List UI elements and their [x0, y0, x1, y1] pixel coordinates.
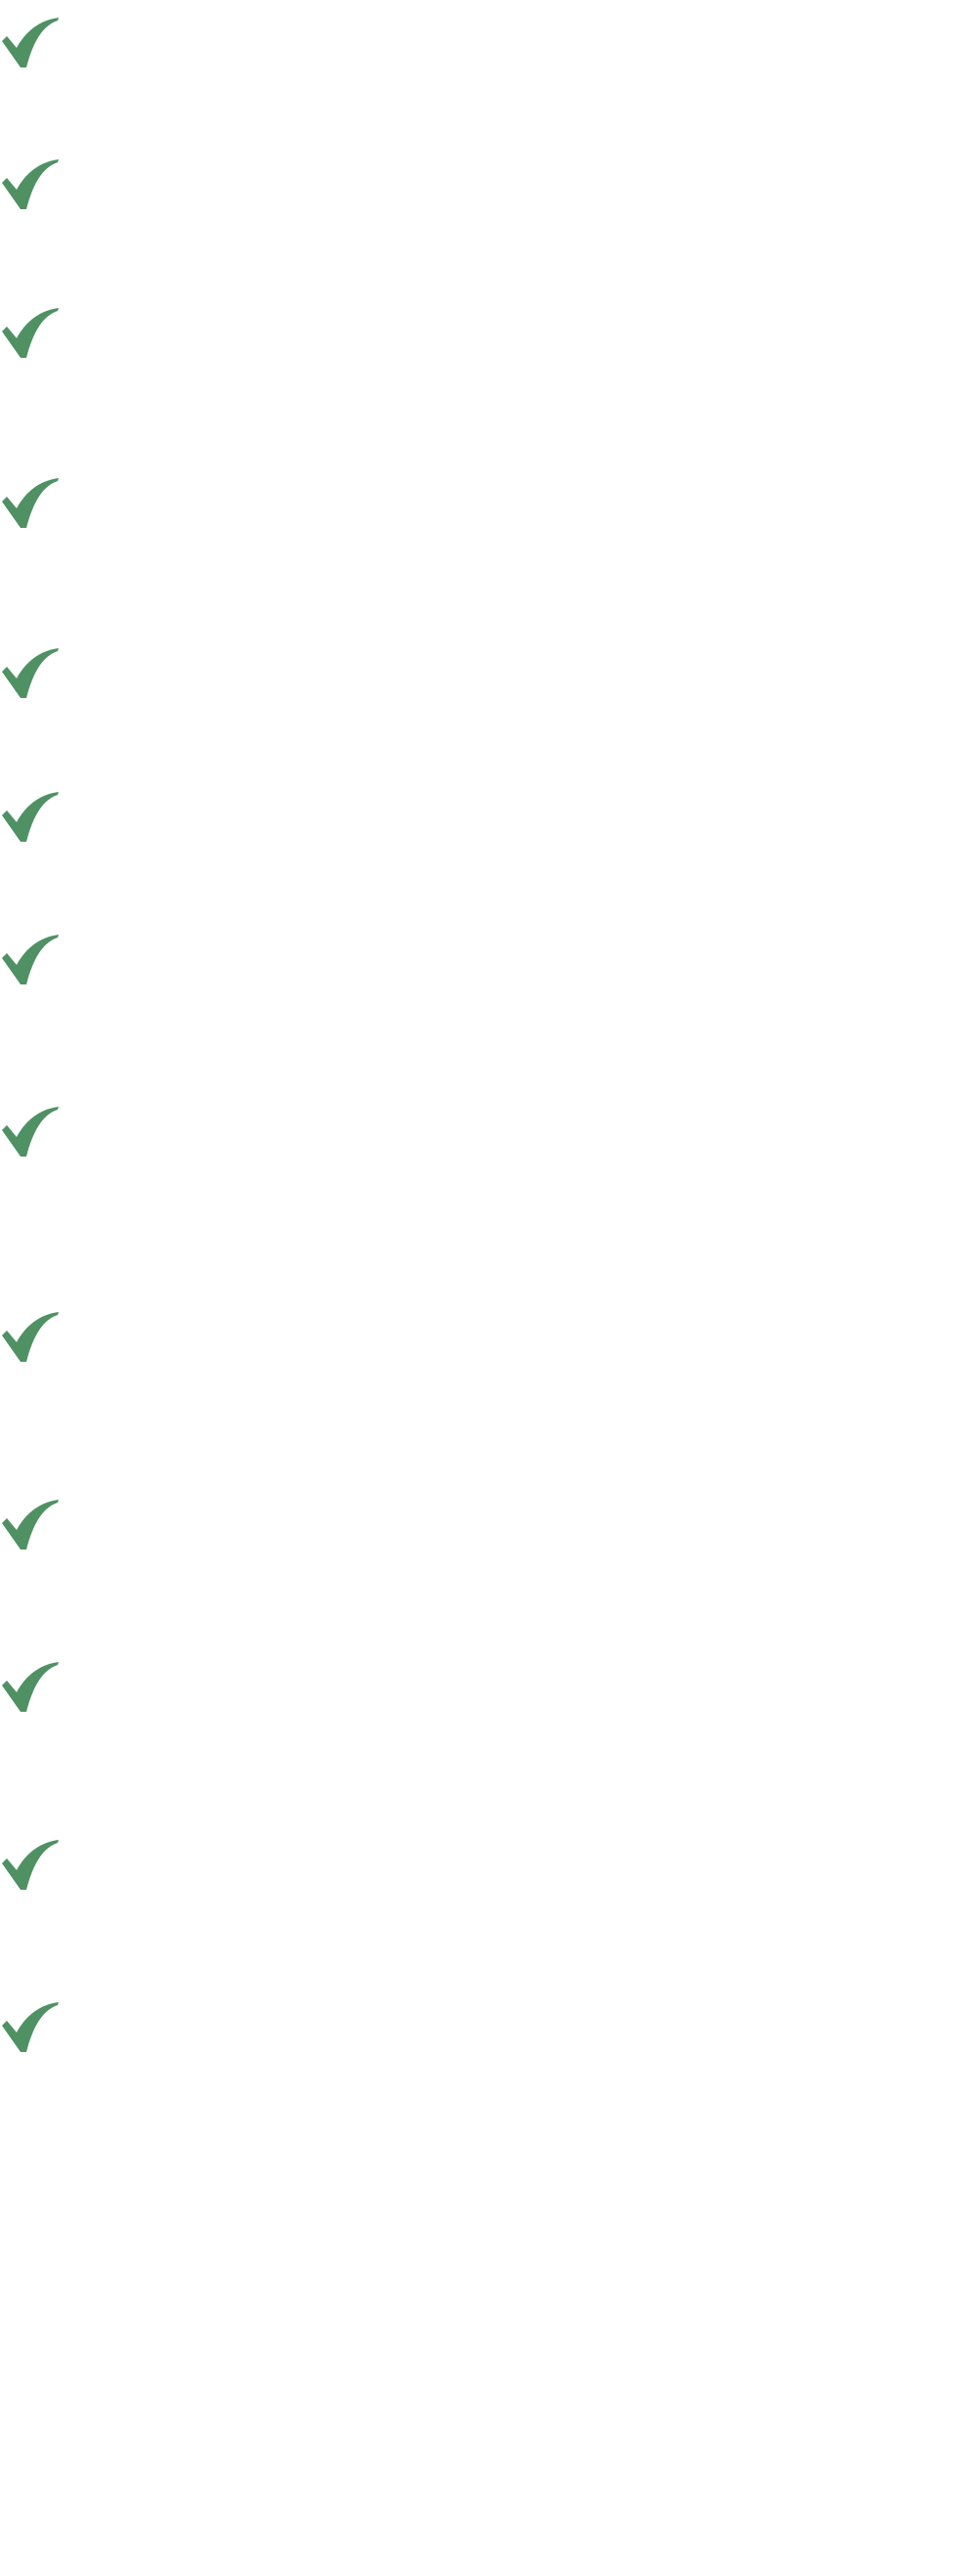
checkmark-icon: [0, 2000, 63, 2055]
checkmark-icon: [0, 646, 63, 701]
check-item: [0, 1838, 63, 1893]
checkmark-icon: [0, 1660, 63, 1715]
checkmark-icon: [0, 306, 63, 361]
checkmark-icon: [0, 1310, 63, 1365]
checkmark-icon: [0, 16, 63, 70]
checkmark-icon: [0, 1498, 63, 1552]
checkmark-icon: [0, 476, 63, 531]
check-item: [0, 476, 63, 531]
check-item: [0, 1498, 63, 1552]
check-item: [0, 1660, 63, 1715]
checkmark-icon: [0, 157, 63, 212]
check-item: [0, 646, 63, 701]
checkmark-icon: [0, 1105, 63, 1159]
check-item: [0, 1105, 63, 1159]
check-item: [0, 2000, 63, 2055]
checkmark-icon: [0, 933, 63, 987]
check-item: [0, 1310, 63, 1365]
check-item: [0, 790, 63, 845]
checkmark-icon: [0, 790, 63, 845]
check-item: [0, 157, 63, 212]
checkmark-icon: [0, 1838, 63, 1893]
check-item: [0, 306, 63, 361]
check-item: [0, 16, 63, 70]
check-item: [0, 933, 63, 987]
